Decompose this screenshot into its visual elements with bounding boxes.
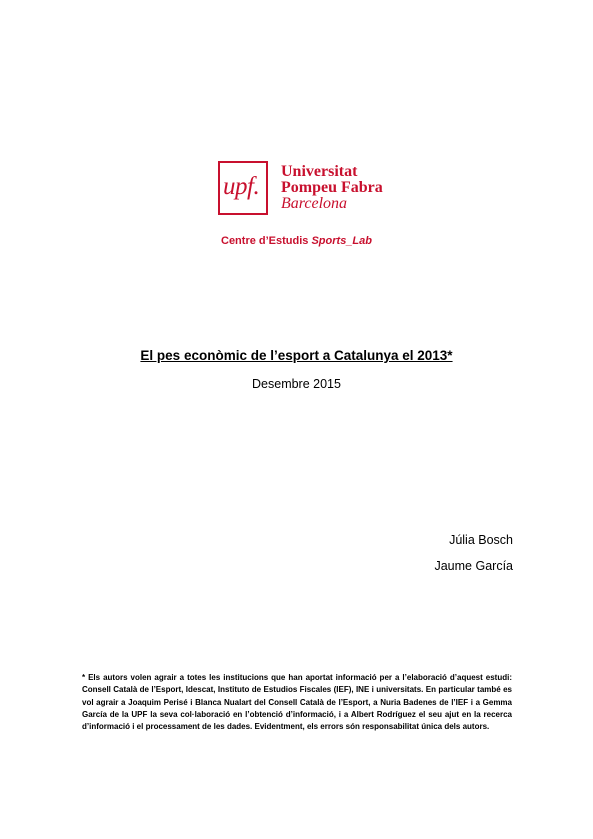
research-centre <box>0 235 593 247</box>
centre-prefix: Centre d’Estudis <box>221 235 312 247</box>
university-logo <box>218 161 383 219</box>
author-2: Jaume García <box>434 559 513 573</box>
logo-line-1: Universitat <box>281 163 358 180</box>
logo-mark: upf. <box>223 173 260 200</box>
document-date: Desembre 2015 <box>252 377 341 391</box>
logo-line-3: Barcelona <box>281 195 348 212</box>
acknowledgements-footnote: * Els autors volen agrair a totes les institucions que han aportat informació per a l’elaboració d’aquest estudi: Consell Català de l’Esport, Idescat, Instituto de Estudios Fiscales (IEF), INE i universitats. En particular també es vol agrair a Joaquim Perisé i Blanca Nualart del Consell Català de l’Esport, a Nuria Badenes de l’IEF i a Gemma García de la UPF la seva col·laboració en l’obtenció d’informació, i a Albert Rodríguez el seu ajut en la recerca d’informació i el processament de les dades. Evidentment, els errors són responsabilitat única dels autors. <box>82 673 512 732</box>
document-title: El pes econòmic de l’esport a Catalunya el 2013* <box>140 348 453 363</box>
logo-line-2: Pompeu Fabra <box>281 179 383 196</box>
logo-wordmark <box>281 164 383 212</box>
author-1: Júlia Bosch <box>449 533 513 547</box>
centre-name: Sports_Lab <box>311 235 372 247</box>
